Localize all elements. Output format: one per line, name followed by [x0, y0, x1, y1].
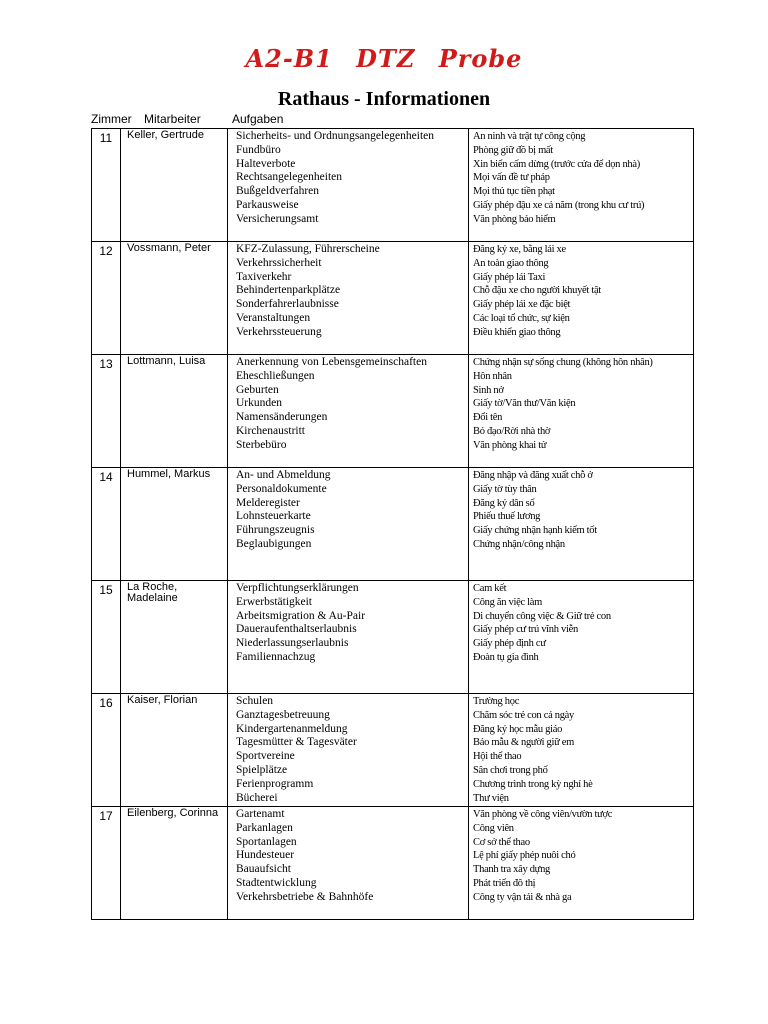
task-item-german: Eheschließungen	[236, 369, 315, 382]
task-item-vietnamese: Chăm sóc trẻ con cả ngày	[473, 709, 574, 721]
employee-name: Kaiser, Florian	[121, 694, 228, 807]
task-item-vietnamese: Giấy phép lái Taxi	[473, 271, 546, 283]
task-item-german: Veranstaltungen	[236, 311, 311, 324]
task-item-vietnamese: Trường học	[473, 696, 520, 707]
task-item-vietnamese: Mọi thủ tục tiền phạt	[473, 186, 555, 198]
task-item-vietnamese: Chương trình trong kỳ nghỉ hè	[473, 778, 593, 790]
employee-name: Keller, Gertrude	[121, 129, 228, 242]
task-item-german: Ferienprogramm	[236, 777, 314, 790]
task-item-german: Erwerbstätigkeit	[236, 595, 313, 608]
task-item-vietnamese: Công ăn việc làm	[473, 596, 542, 608]
room-number: 15	[92, 581, 121, 694]
task-item-vietnamese: Giấy phép lái xe đặc biệt	[473, 299, 571, 311]
task-item-vietnamese: Đăng ký học mẫu giáo	[473, 723, 563, 735]
task-item-german: Arbeitsmigration & Au-Pair	[236, 609, 366, 622]
table-row	[92, 694, 694, 807]
task-item-vietnamese: Hội thể thao	[473, 751, 522, 763]
employee-name: Lottmann, Luisa	[121, 355, 228, 468]
task-item-vietnamese: Đăng nhập và đăng xuất chỗ ở	[473, 470, 593, 481]
task-item-german: Namensänderungen	[236, 411, 328, 424]
task-item-vietnamese: Chỗ đậu xe cho người khuyết tật	[473, 285, 601, 297]
task-item-german: Versicherungsamt	[236, 212, 319, 225]
task-item-vietnamese: Hôn nhân	[473, 370, 512, 382]
task-item-german: Urkunden	[236, 397, 282, 410]
tasks-vietnamese	[469, 242, 694, 355]
task-item-vietnamese: Đoàn tụ gia đình	[473, 651, 539, 663]
task-item-german: Schulen	[236, 695, 274, 707]
tasks-vietnamese	[469, 694, 694, 807]
task-item-german: Führungszeugnis	[236, 524, 315, 537]
task-item-german: Lohnsteuerkarte	[236, 510, 311, 523]
task-item-vietnamese: Đổi tên	[473, 412, 503, 424]
task-item-german: Hundesteuer	[236, 849, 295, 862]
task-item-vietnamese: Điều khiển giao thông	[473, 326, 561, 338]
task-item-vietnamese: Cơ sở thể thao	[473, 836, 530, 848]
task-item-german: Niederlassungserlaubnis	[236, 637, 349, 650]
task-item-german: Sonderfahrerlaubnisse	[236, 298, 339, 311]
employee-name: Vossmann, Peter	[121, 242, 228, 355]
table-row	[92, 355, 694, 468]
task-item-german: Parkausweise	[236, 198, 299, 211]
tasks-vietnamese	[469, 468, 694, 581]
task-item-german: Parkanlagen	[236, 821, 293, 834]
tasks-german	[228, 807, 469, 920]
table-row	[92, 129, 694, 242]
task-item-german: Verkehrssicherheit	[236, 256, 322, 269]
tasks-vietnamese	[469, 355, 694, 468]
tasks-german	[228, 129, 469, 242]
column-headers	[0, 112, 768, 128]
page-title: A2-B1 DTZ Probe	[245, 44, 523, 73]
task-item-vietnamese: Phiếu thuế lương	[473, 511, 541, 523]
task-item-german: Verkehrssteuerung	[236, 325, 322, 338]
task-item-german: Taxiverkehr	[236, 270, 292, 283]
task-item-vietnamese: Phát triển đô thị	[473, 877, 536, 889]
task-item-vietnamese: Thư viện	[473, 792, 509, 804]
task-item-german: Beglaubigungen	[236, 537, 312, 550]
task-item-german: Daueraufenthaltserlaubnis	[236, 623, 357, 636]
task-item-german: Gartenamt	[236, 808, 285, 820]
task-item-german: Behindertenparkplätze	[236, 284, 341, 297]
task-item-vietnamese: Giấy tờ/Văn thư/Văn kiện	[473, 398, 576, 410]
task-item-vietnamese: Văn phòng bảo hiểm	[473, 213, 556, 225]
task-item-german: Melderegister	[236, 496, 300, 509]
task-item-german: Sportanlagen	[236, 835, 297, 848]
task-item-german: Bußgeldverfahren	[236, 185, 320, 198]
task-item-german: Personaldokumente	[236, 482, 327, 495]
room-number: 17	[92, 807, 121, 920]
task-item-german: Spielplätze	[236, 763, 288, 776]
task-item-german: Ganztagesbetreuung	[236, 708, 330, 721]
rooms-table	[91, 128, 694, 920]
task-item-german: Anerkennung von Lebensgemeinschaften	[236, 356, 427, 368]
task-item-german: Stadtentwicklung	[236, 876, 317, 889]
room-number: 11	[92, 129, 121, 242]
tasks-german	[228, 581, 469, 694]
task-item-vietnamese: Thanh tra xây dựng	[473, 864, 550, 876]
task-item-vietnamese: Bỏ đạo/Rời nhà thờ	[473, 425, 551, 437]
task-item-vietnamese: Đăng ký xe, bằng lái xe	[473, 244, 566, 255]
task-item-vietnamese: Cam kết	[473, 583, 507, 594]
task-item-vietnamese: Mọi vấn đề tư pháp	[473, 172, 550, 184]
task-item-vietnamese: Bảo mẫu & người giữ em	[473, 737, 575, 749]
task-item-german: Sportvereine	[236, 750, 295, 763]
task-item-german: Sterbebüro	[236, 438, 287, 451]
tasks-vietnamese	[469, 129, 694, 242]
task-item-german: Halteverbote	[236, 157, 296, 170]
column-header-aufgaben: Aufgaben	[232, 112, 284, 126]
task-item-vietnamese: Các loại tổ chức, sự kiện	[473, 312, 570, 324]
task-item-vietnamese: Di chuyển công việc & Giữ trẻ con	[473, 610, 611, 622]
employee-name: La Roche, Madelaine	[121, 581, 228, 694]
task-item-german: Kindergartenanmeldung	[236, 722, 348, 735]
table-row	[92, 468, 694, 581]
room-number: 13	[92, 355, 121, 468]
task-item-vietnamese: An ninh và trật tự công cộng	[473, 131, 586, 142]
task-item-vietnamese: Xin biển cấm dừng (trước cửa để dọn nhà)	[473, 158, 640, 170]
task-item-german: Kirchenaustritt	[236, 424, 305, 437]
task-item-german: Verpflichtungserklärungen	[236, 582, 359, 594]
employee-name: Hummel, Markus	[121, 468, 228, 581]
task-item-vietnamese: Giấy phép cư trú vĩnh viễn	[473, 624, 578, 636]
employee-name: Eilenberg, Corinna	[121, 807, 228, 920]
task-item-german: Verkehrsbetriebe & Bahnhöfe	[236, 890, 374, 903]
task-item-vietnamese: Lệ phí giấy phép nuôi chó	[473, 850, 576, 862]
tasks-vietnamese	[469, 807, 694, 920]
room-number: 16	[92, 694, 121, 807]
task-item-vietnamese: Văn phòng về công viên/vườn tược	[473, 809, 613, 820]
task-item-vietnamese: Giấy chứng nhận hạnh kiểm tốt	[473, 525, 597, 537]
task-item-german: Tagesmütter & Tagesväter	[236, 736, 357, 749]
task-item-german: Bücherei	[236, 791, 278, 804]
table-row	[92, 807, 694, 920]
tasks-german	[228, 468, 469, 581]
column-header-zimmer: Zimmer	[91, 112, 132, 126]
column-header-mitarbeiter: Mitarbeiter	[144, 112, 201, 126]
task-item-vietnamese: Chứng nhận/công nhận	[473, 538, 565, 550]
task-item-german: Familiennachzug	[236, 650, 316, 663]
task-item-vietnamese: Công ty vận tải & nhà ga	[473, 891, 572, 903]
task-item-german: An- und Abmeldung	[236, 469, 331, 481]
task-item-german: Rechtsangelegenheiten	[236, 171, 343, 184]
task-item-vietnamese: Sân chơi trong phố	[473, 764, 548, 776]
table-row	[92, 581, 694, 694]
page-subtitle: Rathaus - Informationen	[277, 88, 491, 110]
room-number: 14	[92, 468, 121, 581]
task-item-vietnamese: Sinh nở	[473, 384, 504, 396]
task-item-german: KFZ-Zulassung, Führerscheine	[236, 243, 380, 255]
task-item-vietnamese: Văn phòng khai tử	[473, 439, 547, 451]
task-item-vietnamese: Giấy tờ tùy thân	[473, 483, 537, 495]
task-item-german: Sicherheits- und Ordnungsangelegenheiten	[236, 130, 434, 142]
task-item-vietnamese: Giấy phép đậu xe cả năm (trong khu cư trú)	[473, 199, 645, 211]
task-item-vietnamese: Giấy phép định cư	[473, 638, 546, 650]
task-item-german: Bauaufsicht	[236, 863, 291, 876]
tasks-german	[228, 242, 469, 355]
room-number: 12	[92, 242, 121, 355]
tasks-vietnamese	[469, 581, 694, 694]
tasks-german	[228, 355, 469, 468]
tasks-german	[228, 694, 469, 807]
task-item-vietnamese: Phòng giữ đồ bị mất	[473, 144, 553, 156]
task-item-german: Geburten	[236, 383, 279, 396]
table-row	[92, 242, 694, 355]
task-item-vietnamese: Công viên	[473, 822, 514, 834]
task-item-vietnamese: Đăng ký dân số	[473, 497, 535, 509]
task-item-vietnamese: Chứng nhận sự sống chung (không hôn nhân)	[473, 357, 653, 368]
task-item-german: Fundbüro	[236, 143, 281, 156]
task-item-vietnamese: An toàn giao thông	[473, 257, 549, 269]
